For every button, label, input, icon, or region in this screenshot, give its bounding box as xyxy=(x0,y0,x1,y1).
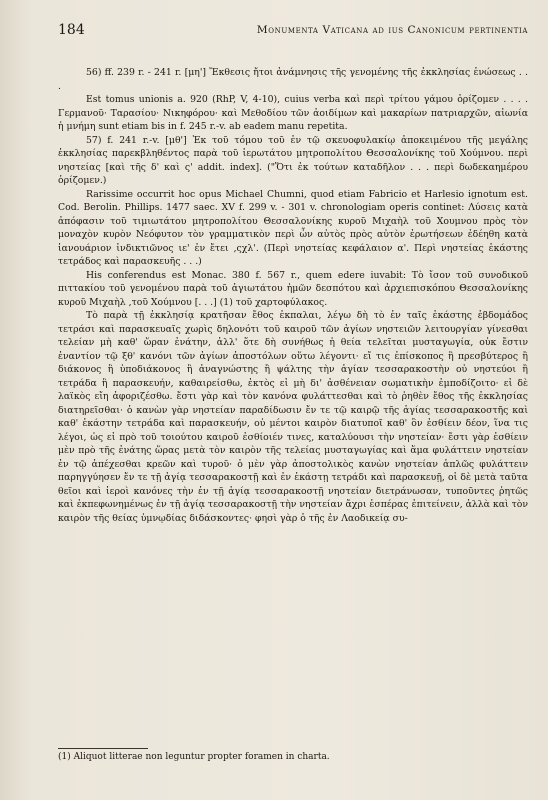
page-header xyxy=(58,20,528,40)
page-number: 184 xyxy=(58,22,85,38)
footnote-rule xyxy=(58,748,148,749)
paragraph: His conferendus est Monac. 380 f. 567 r., quem edere iuvabit: Τὸ ἴσον τοῦ συνοδικοῦ πιττακίου τοῦ γενομένου παρὰ τοῦ ἁγιωτάτου ἡμῶν δεσπότου καὶ ἀρχιεπισκόπου Θεσσαλονίκης κυροῦ Μιχαὴλ ,τοῦ Χούμνου [. . .] (1) τοῦ χαρτοφύλακος. xyxy=(58,269,528,308)
entry-57: 57) f. 241 r.-v. [μθ'] Ἐκ τοῦ τόμου τοῦ ἐν τῷ σκευοφυλακίῳ ἀποκειμένου τῆς μεγάλης ἐκκλησίας παρεκβληθέντος παρὰ τοῦ ἱερωτάτου μητροπολίτου Θεσσαλονίκης τοῦ Χούμνου. περὶ νηστείας [καὶ τῆς δ' καὶ ς' addit. index]. ("Ὅτι ἐκ τούτων καταδῆλον . . . περὶ δωδεκαημέρου ὁρίζομεν.) xyxy=(58,134,528,186)
paragraph: Rarissime occurrit hoc opus Michael Chumni, quod etiam Fabricio et Harlesio ignotum est. Cod. Berolin. Phillips. 1477 saec. XV f. 299 v. - 301 v. chronologiam operis continet: Λύσεις κατὰ ἀπόφασιν τοῦ τιμιωτάτου μητροπολίτου Θεσσαλονίκης κυροῦ Μιχαὴλ τοῦ Χουμνου πρὸς τὸν μοναχὸν κυρὸν Νεόφυτον τὸν γραμματικὸν περὶ ὧν αὐτὸς πρὸς αὐτὸν ἐρωτήσεων ἐδέηθη κατὰ ἰανουάριον ἰνδικτιῶνος ιε' ἐν ἔτει ,ςχλ'. (Περὶ νηστείας κεφάλαιον α'. Περὶ νηστείας ἑκάστης τετράδος καὶ παρασκευῆς . . .) xyxy=(58,188,528,267)
body-text xyxy=(58,66,528,525)
greek-quotation: Τὸ παρὰ τῇ ἐκκλησίᾳ κρατῆσαν ἔθος ἐκπαλαι, λέγω δὴ τὸ ἐν ταῖς ἑκάστης ἑβδομάδος τετράσι καὶ παρασκευαῖς χωρὶς δηλονότι τοῦ καιροῦ τῶν ἁγίων νηστειῶν λειτουργίαν γίνεσθαι τελείαν μὴ καθ' ὥραν ἐνάτην, ἀλλ' ὅτε δὴ συνήθως ἡ θεία τελεῖται μυσταγωγία, οὐκ ἔστιν ἐναντίον τῷ ξθ' κανόνι τῶν ἁγίων ἀποστόλων οὕτω λέγοντι· εἴ τις ἐπίσκοπος ἢ πρεσβύτερος ἢ διάκονος ἢ ὑποδιάκονος ἢ ἀναγνώστης ἢ ψάλτης τὴν ἁγίαν τεσσαρακοστὴν οὐ νηστεύοι ἢ τετράδα ἢ παρασκευήν, καθαιρείσθω, ἐκτὸς εἰ μὴ δι' ἀσθένειαν σωματικὴν ἐμποδίζοιτο· εἰ δὲ λαϊκὸς εἴη ἀφοριζέσθω. ἔστι γὰρ καὶ τὸν κανόνα φυλάττεσθαι καὶ τὸ ῥηθὲν ἔθος τῆς ἐκκλησίας διατηρεῖσθαι· ὁ κανὼν γὰρ νηστείαν παραδίδωσιν ἔν τε τῷ καιρῷ τῆς ἁγίας τεσσαρακοστῆς καὶ καθ' ἑκάστην τετράδα καὶ παρασκευήν, οὐ μέντοι καιρὸν διατυποῖ καθ' ὃν ἐσθίειν δέον, ἵνα τις λέγοι, ὡς εἰ πρὸ τοῦ τοιούτου καιροῦ ἐσθίοιέν τινες, καταλύουσι τὴν νηστείαν· ἔστι γὰρ ἐσθίειν μὲν πρὸ τῆς ἐνάτης ὥρας μετὰ τὸν καιρὸν τῆς τελείας μυσταγωγίας καὶ ἅμα φυλάττειν νηστείαν ἐν τῷ ἀπέχεσθαι κρεῶν καὶ τυροῦ· ὁ μὲν γὰρ ἀποστολικὸς κανὼν νηστείαν ἁπλῶς φυλάττειν παρηγγύησεν ἔν τε τῇ ἁγίᾳ τεσσαρακοστῇ καὶ ἐν ἑκάστῃ τετράδι καὶ παρασκευῇ, οἱ δὲ μετὰ ταῦτα θεῖοι καὶ ἱεροὶ κανόνες τὴν ἐν τῇ ἁγίᾳ τεσσαρακοστῇ νηστείαν διετράνωσαν, τυποῦντες ῥητῶς καὶ ἐκπεφωνημένως ἐν τῇ ἁγίᾳ τεσσαρακοστῇ τὴν νηστείαν ἄχρι ἑσπέρας ἐπιτείνειν, ἀλλὰ καὶ τὸν καιρὸν τῆς θείας ὑμνῳδίας διδάσκοντες· φησὶ γὰρ ὁ τῆς ἐν Λαοδικείᾳ συ- xyxy=(58,310,528,524)
footnote: (1) Aliquot litterae non leguntur propter foramen in charta. xyxy=(58,752,330,762)
paragraph: Est tomus unionis a. 920 (RhP, V, 4-10), cuius verba καὶ περὶ τρίτου γάμου ὁρίζομεν . . . . Γερμανοῦ· Ταρασίου· Νικηφόρου· καὶ Μεθοδίου τῶν ἀοιδίμων καὶ μακαρίων πατριαρχῶν, αἰωνία ἡ μνήμη sunt etiam bis in f. 245 r.-v. ab eadem manu repetita. xyxy=(58,94,528,132)
entry-56: 56) ff. 239 r. - 241 r. [μη'] Ἔκθεσις ἤτοι ἀνάμνησις τῆς γενομένης τῆς ἐκκλησίας ἑνώσεως . . . xyxy=(58,67,528,92)
running-title: Monumenta Vaticana ad ius Canonicum pertinentia xyxy=(256,24,528,36)
